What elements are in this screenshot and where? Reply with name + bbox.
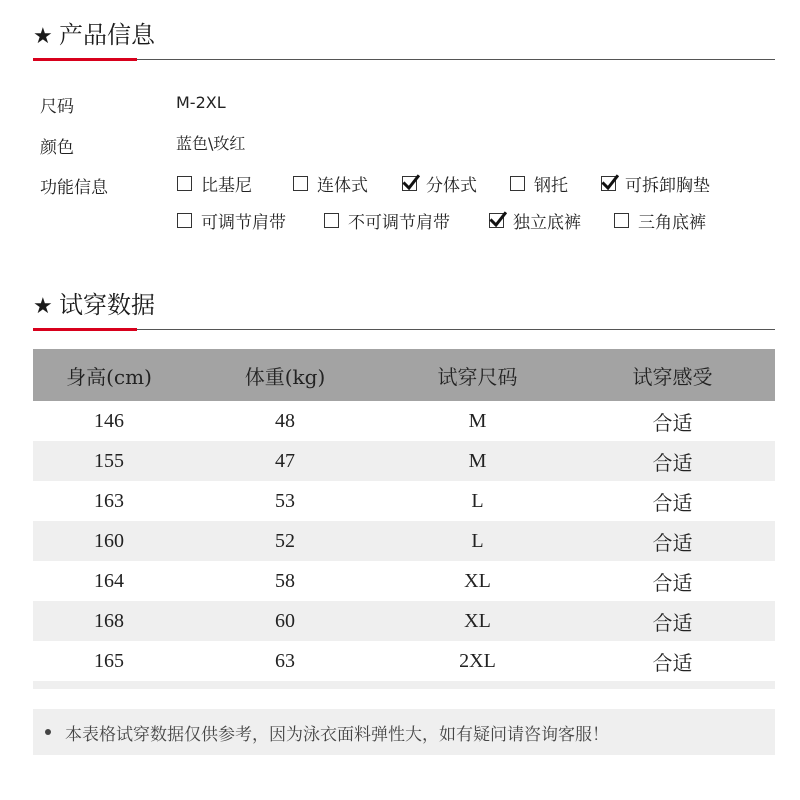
checkbox-checked-icon — [601, 176, 616, 191]
bullet-icon — [45, 729, 51, 735]
table-row — [33, 441, 775, 481]
header-size: 试穿尺码 — [437, 364, 518, 389]
feature-label: 独立底裤 — [513, 212, 581, 233]
feature-fixed-straps — [324, 209, 450, 231]
section-title — [33, 290, 155, 322]
color-label: 颜色 — [40, 138, 74, 158]
star-icon: ★ — [33, 294, 53, 319]
cell-height: 155 — [94, 449, 124, 472]
cell-weight: 60 — [275, 609, 295, 632]
table-row — [33, 601, 775, 641]
feature-label: 分体式 — [426, 175, 477, 196]
star-icon: ★ — [33, 24, 53, 49]
cell-size: XL — [464, 609, 491, 632]
function-label: 功能信息 — [40, 178, 108, 198]
feature-adjustable-straps — [177, 209, 286, 231]
feature-removable-pads — [601, 172, 710, 194]
cell-size: M — [468, 449, 487, 472]
feature-underwire — [510, 172, 568, 194]
header-weight: 体重(kg) — [244, 364, 326, 389]
cell-size: M — [468, 409, 487, 432]
accent-bar — [33, 58, 137, 61]
color-value: 蓝色\玫红 — [176, 134, 246, 153]
cell-height: 165 — [94, 649, 124, 672]
cell-feel: 合适 — [652, 452, 693, 475]
cell-feel: 合适 — [652, 492, 693, 515]
cell-size: L — [471, 489, 484, 512]
cell-feel: 合适 — [652, 532, 693, 555]
cell-weight: 48 — [275, 409, 295, 432]
cell-size: 2XL — [459, 649, 496, 672]
checkbox-icon — [614, 213, 629, 228]
section-title-text: 试穿数据 — [59, 291, 155, 319]
divider — [33, 59, 775, 60]
cell-height: 164 — [94, 569, 124, 592]
trial-data-header — [33, 290, 775, 324]
cell-size: XL — [464, 569, 491, 592]
section-title — [33, 20, 155, 52]
table-row — [33, 401, 775, 441]
cell-weight: 52 — [275, 529, 295, 552]
checkbox-icon — [293, 176, 308, 191]
feature-label: 三角底裤 — [638, 212, 706, 233]
header-height: 身高(cm) — [66, 364, 152, 389]
cell-height: 168 — [94, 609, 124, 632]
section-title-text: 产品信息 — [59, 21, 155, 49]
feature-bikini — [177, 172, 252, 194]
cell-weight: 47 — [275, 449, 295, 472]
cell-feel: 合适 — [652, 412, 693, 435]
feature-label: 钢托 — [534, 175, 568, 196]
feature-label: 连体式 — [317, 175, 368, 196]
feature-separate-bottoms — [489, 209, 581, 231]
checkbox-icon — [177, 213, 192, 228]
checkbox-icon — [177, 176, 192, 191]
trial-table — [33, 349, 775, 689]
disclaimer-text: 本表格试穿数据仅供参考，因为泳衣面料弹性大，如有疑问请咨询客服！ — [65, 724, 609, 745]
table-row — [33, 641, 775, 681]
accent-bar — [33, 328, 137, 331]
table-header — [33, 349, 775, 401]
checkbox-icon — [324, 213, 339, 228]
cell-height: 163 — [94, 489, 124, 512]
cell-size: L — [471, 529, 484, 552]
checkbox-checked-icon — [402, 176, 417, 191]
cell-weight: 63 — [275, 649, 295, 672]
product-info-header — [33, 20, 775, 54]
feature-two-piece — [402, 172, 477, 194]
feature-label: 不可调节肩带 — [348, 212, 450, 233]
table-footer-bar — [33, 681, 775, 689]
feature-triangle-bottoms — [614, 209, 706, 231]
cell-feel: 合适 — [652, 612, 693, 635]
feature-one-piece — [293, 172, 368, 194]
cell-weight: 53 — [275, 489, 295, 512]
checkbox-checked-icon — [489, 213, 504, 228]
size-label: 尺码 — [40, 97, 74, 117]
checkbox-icon — [510, 176, 525, 191]
feature-label: 可拆卸胸垫 — [625, 175, 710, 196]
header-feel: 试穿感受 — [632, 364, 713, 389]
table-row — [33, 481, 775, 521]
feature-label: 可调节肩带 — [201, 212, 286, 233]
cell-height: 146 — [94, 409, 124, 432]
cell-feel: 合适 — [652, 652, 693, 675]
cell-height: 160 — [94, 529, 124, 552]
divider — [33, 329, 775, 330]
table-row — [33, 561, 775, 601]
feature-label: 比基尼 — [201, 175, 252, 196]
size-value: M-2XL — [176, 93, 226, 112]
disclaimer-note — [33, 709, 775, 755]
cell-weight: 58 — [275, 569, 295, 592]
table-row — [33, 521, 775, 561]
cell-feel: 合适 — [652, 572, 693, 595]
